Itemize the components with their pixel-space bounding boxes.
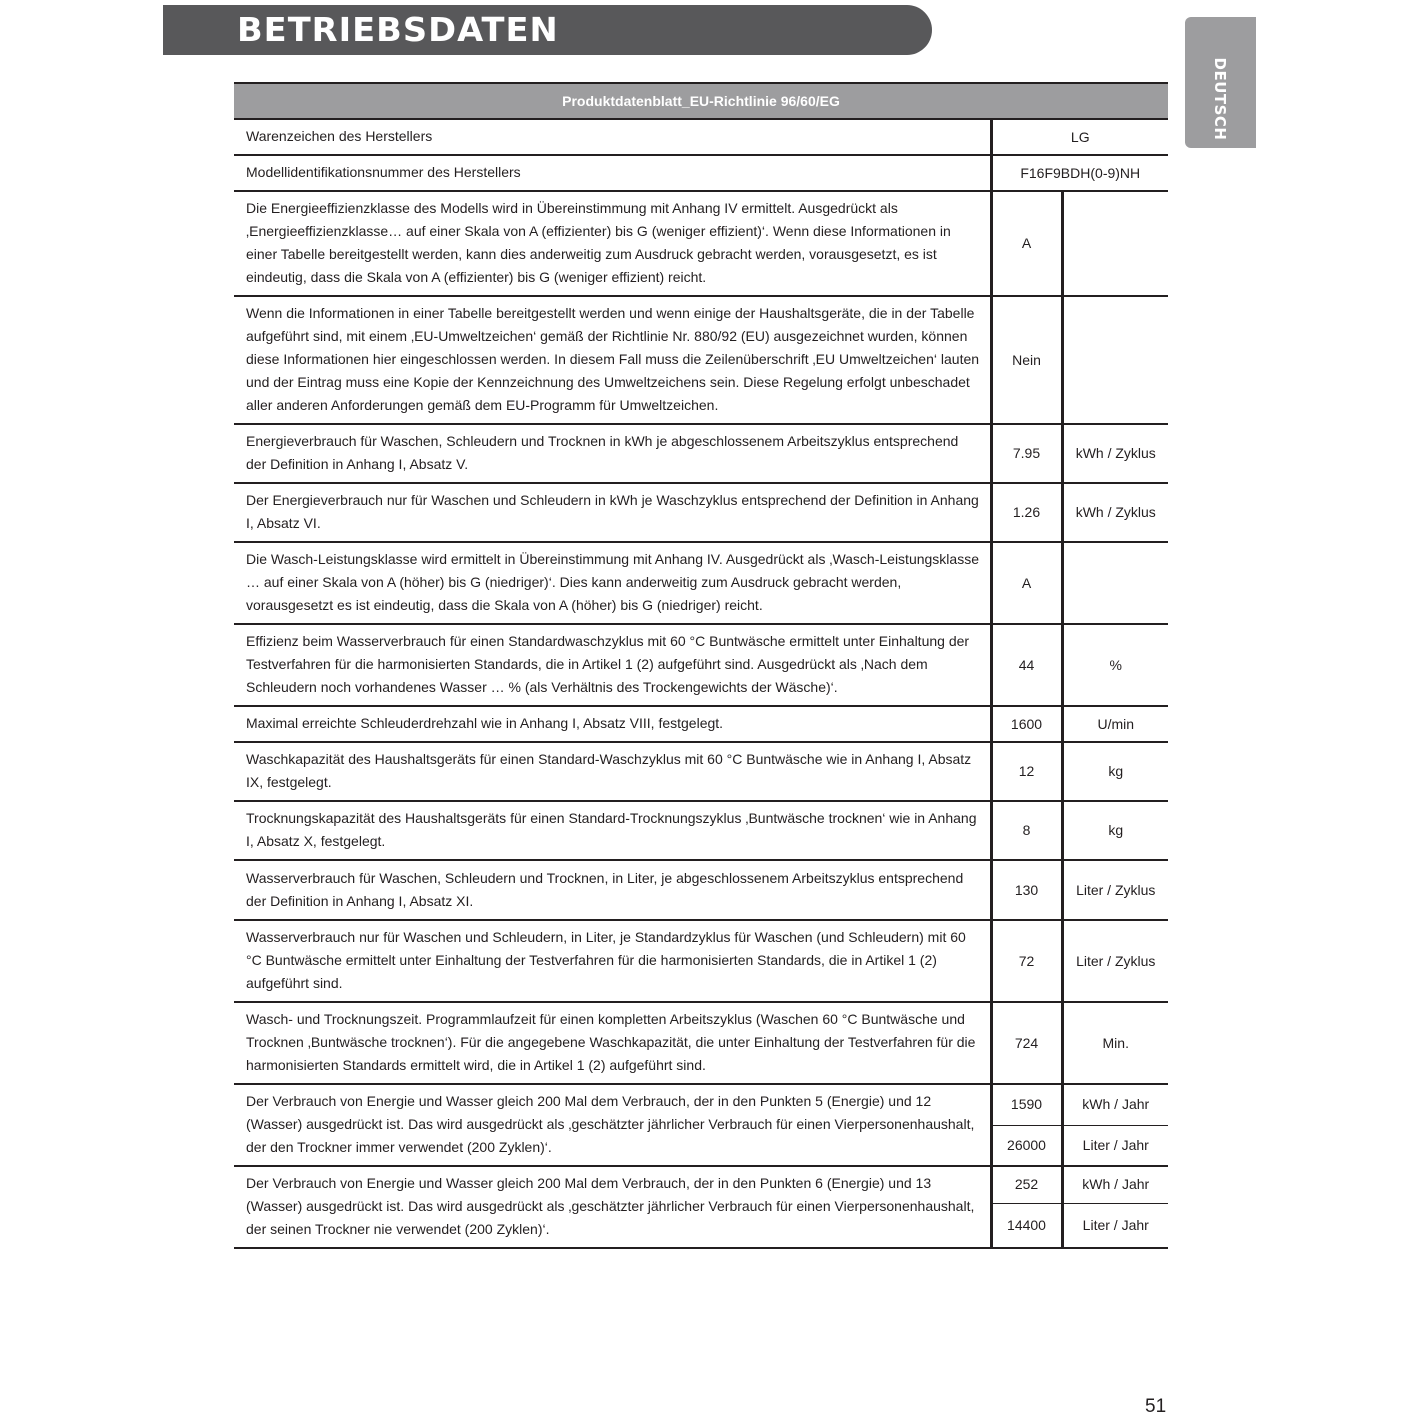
row-description: Der Verbrauch von Energie und Wasser gleich 200 Mal dem Verbrauch, der in den Punkten 6 (Energie) und 13 (Wasser) ausgedrückt ist. Das wird ausgedrückt als ‚geschätzter jährlicher Verbrauch für einen Vierpersonenhaushalt, der seinen Trockner nie verwendet (200 Zyklen)‘. — [234, 1166, 991, 1248]
row-value: 7.95 — [991, 424, 1062, 483]
table-row — [234, 1002, 1168, 1084]
row-value-secondary: 26000 — [991, 1125, 1062, 1166]
row-description: Wasserverbrauch für Waschen, Schleudern und Trocknen, in Liter, je abgeschlossenem Arbeitszyklus entsprechend der Definition in Anhang I, Absatz XI. — [234, 860, 991, 920]
table-row — [234, 1166, 1168, 1203]
row-unit: Liter / Zyklus — [1062, 860, 1168, 920]
table-row — [234, 542, 1168, 624]
row-unit: kWh / Jahr — [1062, 1084, 1168, 1125]
row-unit — [1062, 296, 1168, 424]
table-row — [234, 424, 1168, 483]
row-value: 724 — [991, 1002, 1062, 1084]
row-unit: Min. — [1062, 1002, 1168, 1084]
row-value: A — [991, 191, 1062, 296]
product-datasheet-table — [234, 82, 1168, 1249]
page-number: 51 — [1145, 1396, 1167, 1417]
table-row — [234, 483, 1168, 542]
row-value: A — [991, 542, 1062, 624]
row-value: 1590 — [991, 1084, 1062, 1125]
table-heading-row — [234, 83, 1168, 119]
row-unit: Liter / Zyklus — [1062, 920, 1168, 1002]
table-row — [234, 119, 1168, 155]
row-description: Der Energieverbrauch nur für Waschen und Schleudern in kWh je Waschzyklus entsprechend der Definition in Anhang I, Absatz VI. — [234, 483, 991, 542]
row-unit: kWh / Zyklus — [1062, 424, 1168, 483]
row-description: Energieverbrauch für Waschen, Schleudern und Trocknen in kWh je abgeschlossenem Arbeitszyklus entsprechend der Definition in Anhang I, Absatz V. — [234, 424, 991, 483]
row-value: 72 — [991, 920, 1062, 1002]
row-unit: kWh / Jahr — [1062, 1166, 1168, 1203]
row-description: Warenzeichen des Herstellers — [234, 119, 991, 155]
row-value: F16F9BDH(0-9)NH — [991, 155, 1168, 191]
row-unit-secondary: Liter / Jahr — [1062, 1125, 1168, 1166]
row-value: 1600 — [991, 706, 1062, 742]
row-description: Waschkapazität des Haushaltsgeräts für einen Standard-Waschzyklus mit 60 °C Buntwäsche wie in Anhang I, Absatz IX, festgelegt. — [234, 742, 991, 801]
row-description: Maximal erreichte Schleuderdrehzahl wie in Anhang I, Absatz VIII, festgelegt. — [234, 706, 991, 742]
table-row — [234, 624, 1168, 706]
row-description: Die Wasch-Leistungsklasse wird ermittelt in Übereinstimmung mit Anhang IV. Ausgedrückt als ‚Wasch-Leistungsklasse … auf einer Skala von A (höher) bis G (niedriger)‘. Dies kann anderweitig zum Ausdruck gebracht werden, vorausgesetzt es ist eindeutig, dass die Skala von A (höher) bis G (niedriger) reicht. — [234, 542, 991, 624]
row-description: Wenn die Informationen in einer Tabelle bereitgestellt werden und wenn einige der Haushaltsgeräte, die in der Tabelle aufgeführt sind, mit einem ‚EU-Umweltzeichen‘ gemäß der Richtlinie Nr. 880/92 (EU) ausgezeichnet wurden, können diese Informationen hier eingeschlossen werden. In diesem Fall muss die Zeilenüberschrift ‚EU Umweltzeichen‘ lauten und der Eintrag muss eine Kopie der Kennzeichnung des Umweltzeichens sein. Diese Regelung erfolgt unbeschadet aller anderen Anforderungen gemäß dem EU-Programm für Umweltzeichen. — [234, 296, 991, 424]
language-tab — [1185, 17, 1256, 148]
row-value: 1.26 — [991, 483, 1062, 542]
row-unit: kg — [1062, 801, 1168, 860]
row-description: Der Verbrauch von Energie und Wasser gleich 200 Mal dem Verbrauch, der in den Punkten 5 (Energie) und 12 (Wasser) ausgedrückt ist. Das wird ausgedrückt als ‚geschätzter jährlicher Verbrauch für einen Vierpersonenhaushalt, der den Trockner immer verwendet (200 Zyklen)‘. — [234, 1084, 991, 1166]
row-value-secondary: 14400 — [991, 1203, 1062, 1248]
row-description: Wasch- und Trocknungszeit. Programmlaufzeit für einen kompletten Arbeitszyklus (Waschen 60 °C Buntwäsche und Trocknen ‚Buntwäsche trocknen‘). Für die angegebene Waschkapazität, die unter Einhaltung der Testverfahren für die harmonisierten Standards ermittelt wird, die in Artikel 1 (2) aufgeführt sind. — [234, 1002, 991, 1084]
row-unit-secondary: Liter / Jahr — [1062, 1203, 1168, 1248]
table-heading: Produktdatenblatt_EU-Richtlinie 96/60/EG — [234, 83, 1168, 119]
language-tab-label: DEUTSCH — [1211, 57, 1229, 141]
table-row — [234, 860, 1168, 920]
table-row — [234, 1084, 1168, 1125]
row-unit: U/min — [1062, 706, 1168, 742]
row-value: 12 — [991, 742, 1062, 801]
row-unit — [1062, 191, 1168, 296]
table-row — [234, 706, 1168, 742]
row-value: LG — [991, 119, 1168, 155]
row-description: Wasserverbrauch nur für Waschen und Schleudern, in Liter, je Standardzyklus für Waschen (und Schleudern) mit 60 °C Buntwäsche ermittelt unter Einhaltung der Testverfahren für die harmonisierten Standards, die in Artikel 1 (2) aufgeführt sind. — [234, 920, 991, 1002]
row-description: Effizienz beim Wasserverbrauch für einen Standardwaschzyklus mit 60 °C Buntwäsche ermittelt unter Einhaltung der Testverfahren für die harmonisierten Standards, die in Artikel 1 (2) aufgeführt sind. Ausgedrückt als ‚Nach dem Schleudern noch vorhandenes Wasser … % (als Verhältnis des Trockengewichts der Wäsche)‘. — [234, 624, 991, 706]
row-value: 252 — [991, 1166, 1062, 1203]
row-unit: kg — [1062, 742, 1168, 801]
table-row — [234, 801, 1168, 860]
table-row — [234, 742, 1168, 801]
section-header — [163, 5, 932, 55]
row-value: 8 — [991, 801, 1062, 860]
table-row — [234, 920, 1168, 1002]
section-title: BETRIEBSDATEN — [237, 10, 559, 49]
row-description: Die Energieeffizienzklasse des Modells wird in Übereinstimmung mit Anhang IV ermittelt. Ausgedrückt als ‚Energieeffizienzklasse… auf einer Skala von A (effizienter) bis G (weniger effizient)‘. Wenn diese Informationen in einer Tabelle bereitgestellt werden, kann dies anderweitig zum Ausdruck gebracht werden, vorausgesetzt, es ist eindeutig, dass die Skala von A (effizienter) bis G (weniger effizient) reicht. — [234, 191, 991, 296]
row-unit — [1062, 542, 1168, 624]
table-row — [234, 296, 1168, 424]
row-description: Modellidentifikationsnummer des Herstellers — [234, 155, 991, 191]
row-unit: % — [1062, 624, 1168, 706]
table-row — [234, 191, 1168, 296]
row-value: 44 — [991, 624, 1062, 706]
table-row — [234, 155, 1168, 191]
row-value: 130 — [991, 860, 1062, 920]
row-unit: kWh / Zyklus — [1062, 483, 1168, 542]
row-value: Nein — [991, 296, 1062, 424]
row-description: Trocknungskapazität des Haushaltsgeräts für einen Standard-Trocknungszyklus ‚Buntwäsche trocknen‘ wie in Anhang I, Absatz X, festgelegt. — [234, 801, 991, 860]
